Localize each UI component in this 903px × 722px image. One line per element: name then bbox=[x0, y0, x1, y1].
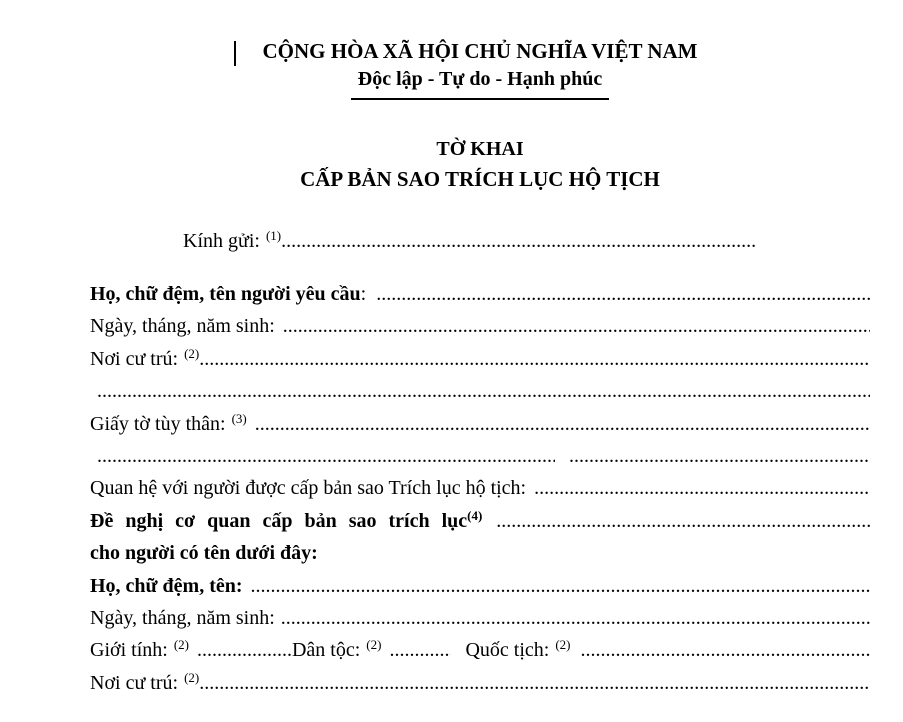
blank-gender[interactable] bbox=[197, 634, 292, 666]
nationality-label: Quốc tịch: bbox=[465, 639, 550, 662]
person-residence-label: Nơi cư trú: bbox=[90, 671, 179, 694]
blank-person-residence[interactable] bbox=[199, 667, 870, 699]
identity-doc-label: Giấy tờ tùy thân: bbox=[90, 412, 226, 435]
form-title-line2: CẤP BẢN SAO TRÍCH LỤC HỘ TỊCH bbox=[300, 167, 660, 191]
blank-identity-doc-continued-left[interactable] bbox=[97, 440, 555, 472]
blank-identity-doc-continued-right[interactable] bbox=[569, 440, 870, 472]
residence-continuation-line bbox=[90, 375, 870, 407]
document-header bbox=[90, 38, 870, 100]
request-agency-label: Đề nghị cơ quan cấp bản sao trích lục bbox=[90, 509, 468, 532]
field-requester-name bbox=[90, 278, 870, 310]
blank-recipient[interactable] bbox=[281, 228, 755, 254]
field-identity-doc: Giấy tờ tùy thân: $^{(3)}$ ..... bbox=[90, 408, 870, 440]
blank-nationality[interactable] bbox=[581, 634, 870, 666]
requester-name-label: Họ, chữ đệm, tên người yêu cầu bbox=[90, 283, 361, 305]
blank-identity-doc[interactable] bbox=[255, 408, 870, 440]
blank-ethnicity[interactable] bbox=[389, 634, 451, 666]
blank-requester-dob[interactable] bbox=[283, 310, 870, 342]
text-cursor bbox=[234, 41, 236, 66]
blank-requester-name[interactable] bbox=[376, 278, 870, 310]
requester-dob-label: Ngày, tháng, năm sinh: bbox=[90, 315, 275, 338]
motto-underline bbox=[351, 98, 609, 100]
blank-requester-residence[interactable] bbox=[199, 343, 870, 375]
relationship-label: Quan hệ với người được cấp bản sao Trích lục hộ tịch: bbox=[90, 477, 527, 500]
field-requester-residence: Nơi cư trú: $^{(2)}$ ..... bbox=[90, 343, 870, 375]
form-title-line1: TỜ KHAI bbox=[436, 138, 524, 160]
field-person-dob bbox=[90, 602, 870, 634]
field-relationship bbox=[90, 472, 870, 504]
salutation-row: Kính gửi: $^{(1)}$ ..... bbox=[183, 228, 755, 254]
field-requester-dob bbox=[90, 310, 870, 342]
person-dob-label: Ngày, tháng, năm sinh: bbox=[90, 607, 275, 630]
field-gender-ethnicity-nationality: Giới tính: $^{(2)}$ ..... Dân tộc: $^{(2)}$ ..... Quốc tịch: $^{(2)}$ ..... bbox=[90, 634, 870, 666]
national-title: CỘNG HÒA XÃ HỘI CHỦ NGHĨA VIỆT NAM bbox=[262, 39, 698, 63]
blank-person-name[interactable] bbox=[251, 570, 870, 602]
blank-person-dob[interactable] bbox=[281, 602, 870, 634]
form-title bbox=[90, 136, 870, 196]
field-person-name bbox=[90, 570, 870, 602]
salutation-label: Kính gửi: bbox=[183, 230, 260, 252]
person-name-label: Họ, chữ đệm, tên: bbox=[90, 574, 243, 597]
field-person-residence: Nơi cư trú: $^{(2)}$ ..... bbox=[90, 667, 870, 699]
requester-name-colon: : bbox=[360, 283, 367, 305]
national-motto: Độc lập - Tự do - Hạnh phúc bbox=[357, 68, 603, 90]
blank-residence-continued[interactable] bbox=[97, 375, 870, 407]
field-request-agency: Đề nghị cơ quan cấp bản sao trích lục $^{(4)}$ ..... bbox=[90, 505, 870, 537]
requester-residence-label: Nơi cư trú: bbox=[90, 347, 179, 370]
blank-request-agency[interactable] bbox=[496, 505, 870, 537]
request-agency-continued-label: cho người có tên dưới đây: bbox=[90, 542, 318, 565]
blank-relationship[interactable] bbox=[534, 472, 870, 504]
ethnicity-label: Dân tộc: bbox=[291, 639, 361, 662]
identity-doc-continuation-line bbox=[90, 440, 870, 472]
form-fields bbox=[90, 278, 870, 699]
gender-label: Giới tính: bbox=[90, 639, 168, 662]
request-agency-continued-line bbox=[90, 537, 870, 569]
